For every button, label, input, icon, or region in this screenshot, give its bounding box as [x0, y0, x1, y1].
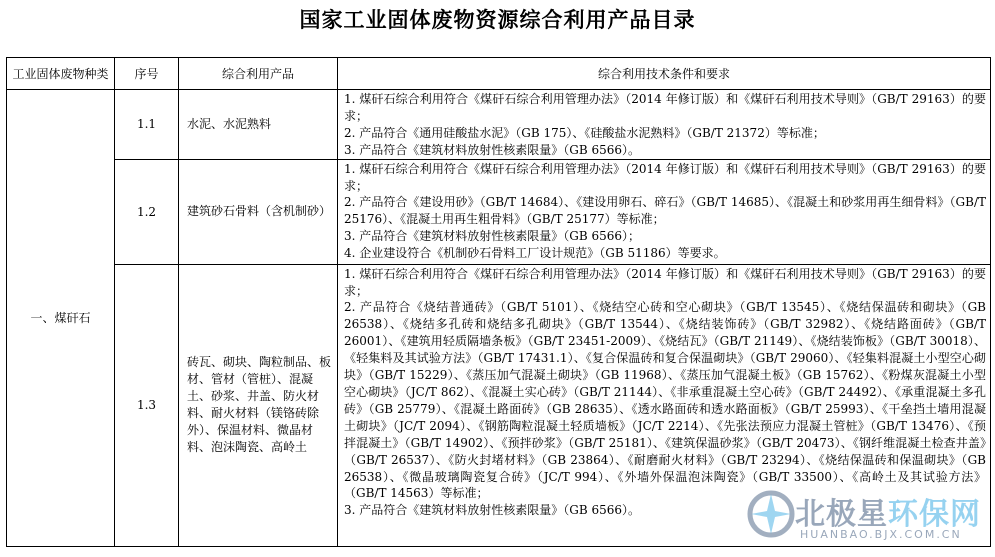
req-line: 3. 产品符合《建筑材料放射性核素限量》（GB 6566）。 — [344, 503, 641, 518]
watermark-cn-a: 北极星 — [795, 497, 888, 532]
header-requirements: 综合利用技术条件和要求 — [338, 58, 991, 90]
header-seq: 序号 — [115, 58, 179, 90]
table-row — [7, 159, 991, 264]
row-seq: 1.2 — [115, 159, 179, 264]
req-line: 2. 产品符合《建设用砂》（GB/T 14684）、《建设用卵石、碎石》（GB/T 14685）、《混凝土和砂浆用再生细骨料》（GB/T 25176）、《混凝土用再生粗骨料》（GB/T 25177）等标准； — [344, 195, 986, 227]
row-product: 水泥、水泥熟料 — [179, 90, 338, 160]
req-line: 2. 产品符合《通用硅酸盐水泥》（GB 175）、《硅酸盐水泥熟料》（GB/T 21372）等标准； — [344, 125, 825, 140]
watermark-cn-b: 环保网 — [888, 497, 981, 532]
req-line: 1. 煤矸石综合利用符合《煤矸石综合利用管理办法》（2014 年修订版）和《煤矸石利用技术导则》（GB/T 29163）的要求； — [344, 266, 986, 298]
header-category: 工业固体废物种类 — [7, 58, 115, 90]
row-seq: 1.1 — [115, 90, 179, 160]
table-row — [7, 264, 991, 546]
watermark-url: HUANBAO.BJX.COM.CN — [800, 528, 962, 541]
row-product: 砖瓦、砌块、陶粒制品、板材、管材（管桩）、混凝土、砂浆、井盖、防火材料、耐火材料（镁铬砖除外）、保温材料、微晶材料、泡沫陶瓷、高岭土 — [179, 264, 338, 546]
page-title: 国家工业固体废物资源综合利用产品目录 — [299, 8, 696, 32]
row-requirements — [338, 159, 991, 264]
header-product: 综合利用产品 — [179, 58, 338, 90]
req-line: 1. 煤矸石综合利用符合《煤矸石综合利用管理办法》（2014 年修订版）和《煤矸石利用技术导则》（GB/T 29163）的要求； — [344, 92, 986, 123]
catalog-table — [6, 57, 991, 547]
table-row — [7, 90, 991, 160]
row-product: 建筑砂石骨料（含机制砂） — [179, 159, 338, 264]
req-line: 3. 产品符合《建筑材料放射性核素限量》（GB 6566）。 — [344, 142, 641, 157]
category-cell: 一、煤矸石 — [7, 90, 115, 547]
req-line: 1. 煤矸石综合利用符合《煤矸石综合利用管理办法》（2014 年修订版）和《煤矸石利用技术导则》（GB/T 29163）的要求； — [344, 161, 986, 193]
table-header-row — [7, 58, 991, 90]
req-line: 4. 企业建设符合《机制砂石骨料工厂设计规范》（GB 51186）等要求。 — [344, 246, 726, 261]
row-requirements — [338, 264, 991, 546]
row-requirements — [338, 90, 991, 160]
req-line: 2. 产品符合《烧结普通砖》（GB/T 5101）、《烧结空心砖和空心砌块》（GB/T 13545）、《烧结保温砖和砌块》（GB 26538）、《烧结多孔砖和烧结多孔砌块》（GB/T 13544）、《烧结装饰砖》（GB/T 32982）、《烧结路面砖》（GB/T 26001）、《建筑用轻质隔墙条板》（GB/T 23451-2009）、《烧结瓦》（GB/T 21149）、《烧结装饰板》（GB/T 30018）、《轻集料及其试验方法》（GB/T 17431.1）、《复合保温砖和复合保温砌块》（GB/T 29060）、《轻集料混凝土小型空心砌块》（GB/T 15229）、《蒸压加气混凝土砌块》（GB 11968）、《蒸压加气混凝土板》（GB 15762）、《粉煤灰混凝土小型空心砌块》（JC/T 862）、《混凝土实心砖》（GB/T 21144）、《非承重混凝土空心砖》（GB/T 24492）、《承重混凝土多孔砖》（GB 25779）、《混凝土路面砖》（GB 28635）、《透水路面砖和透水路面板》（GB/T 25993）、《干垒挡土墙用混凝土砌块》（JC/T 2094）、《钢筋陶粒混凝土轻质墙板》（JC/T 2214）、《先张法预应力混凝土管桩》（GB/T 13476）、《预拌混凝土》（GB/T 14902）、《预拌砂浆》（GB/T 25181）、《建筑保温砂浆》（GB/T 20473）、《钢纤维混凝土检查井盖》（GB/T 26537）、《防火封堵材料》（GB 23864）、《耐磨耐火材料》（GB/T 23294）、《烧结保温砖和保温砌块》（GB 26538）、《微晶玻璃陶瓷复合砖》（JC/T 994）、《外墙外保温泡沫陶瓷》（GB/T 33500）、《高岭土及其试验方法》（GB/T 14563）等标准； — [344, 300, 986, 501]
row-seq: 1.3 — [115, 264, 179, 546]
req-line: 3. 产品符合《建筑材料放射性核素限量》（GB 6566）； — [344, 229, 641, 244]
